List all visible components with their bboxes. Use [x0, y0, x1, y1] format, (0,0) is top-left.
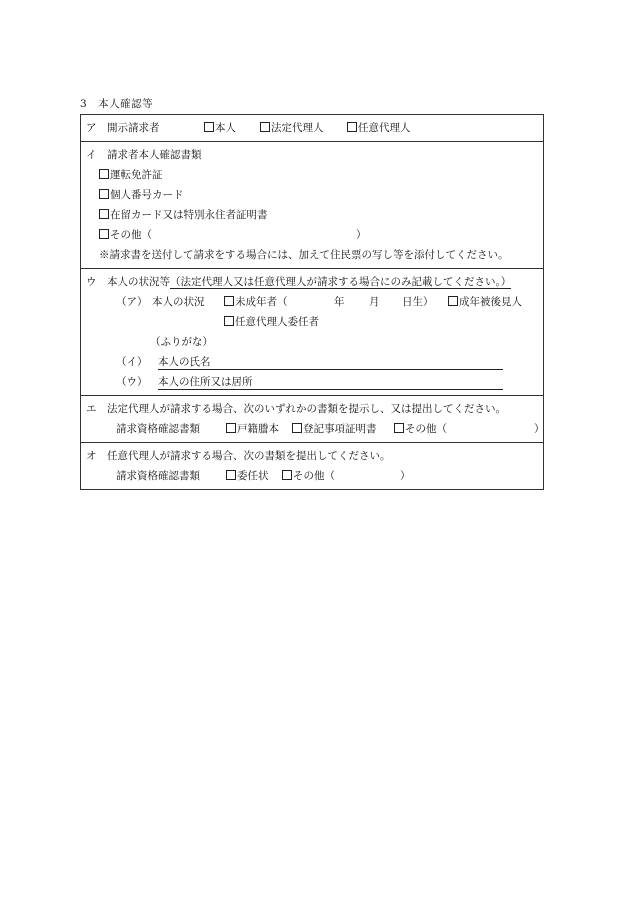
checkbox-icon[interactable] [226, 470, 236, 480]
id-documents-section [81, 141, 543, 268]
option-self[interactable]: 本人 [204, 118, 236, 138]
checkbox-icon[interactable] [226, 423, 236, 433]
checkbox-icon[interactable] [99, 209, 109, 219]
voluntary-agent-docs-label: オ 任意代理人が請求する場合、次の書類を提出してください。 [86, 450, 391, 462]
option-adult-guardian[interactable]: 成年被後見人 [448, 292, 522, 312]
voluntary-agent-docs-row: 請求資格確認書類 委任状 その他（ ） [86, 466, 543, 486]
furigana-row: （ふりがな） [150, 336, 213, 348]
option-voluntary-agent[interactable]: 任意代理人 [347, 118, 411, 138]
principal-address-row: （ウ） 本人の住所又は居所 [86, 372, 543, 392]
option-other-id[interactable]: その他（ ） [86, 225, 543, 245]
checkbox-icon[interactable] [224, 296, 234, 306]
principal-name-field[interactable] [158, 369, 503, 370]
option-power-of-attorney[interactable]: 委任状 [226, 466, 269, 486]
legal-agent-docs-label: エ 法定代理人が請求する場合、次のいずれかの書類を提示し、又は提出してください。 [86, 403, 506, 415]
mail-request-note: ※請求書を送付して請求をする場合には、加えて住民票の写し等を添付してください。 [99, 249, 509, 261]
requester-label: ア 開示請求者 [86, 122, 160, 134]
option-other-legal[interactable]: その他（ [394, 419, 447, 439]
principal-status-note: （法定代理人又は任意代理人が請求する場合にのみ記載してください。） [170, 276, 512, 288]
checkbox-icon[interactable] [282, 470, 292, 480]
requester-section [81, 115, 543, 141]
option-other-voluntary[interactable]: その他（ [282, 466, 335, 486]
principal-status-title: ウ 本人の状況等（法定代理人又は任意代理人が請求する場合にのみ記載してください。） [86, 276, 512, 288]
checkbox-icon[interactable] [99, 169, 109, 179]
option-registry-certificate[interactable]: 登記事項証明書 [292, 419, 377, 439]
section-heading: 3 本人確認等 [80, 98, 154, 110]
legal-agent-docs-row: 請求資格確認書類 戸籍謄本 登記事項証明書 その他（ ） [86, 419, 543, 439]
principal-name-row: （イ） 本人の氏名 [86, 352, 543, 372]
option-family-register[interactable]: 戸籍謄本 [226, 419, 279, 439]
option-residence-card[interactable]: 在留カード又は特別永住者証明書 [86, 205, 543, 225]
checkbox-icon[interactable] [292, 423, 302, 433]
checkbox-icon[interactable] [204, 122, 214, 132]
checkbox-icon[interactable] [224, 316, 234, 326]
principal-status-section [81, 268, 543, 395]
option-legal-agent[interactable]: 法定代理人 [260, 118, 324, 138]
option-minor[interactable]: 未成年者（ [224, 292, 288, 312]
id-documents-label: イ 請求者本人確認書類 [86, 149, 202, 161]
checkbox-icon[interactable] [260, 122, 270, 132]
delegator-row [86, 312, 543, 332]
identity-verification-form [80, 114, 544, 490]
checkbox-icon[interactable] [448, 296, 458, 306]
principal-address-field[interactable] [158, 389, 503, 390]
requester-row [86, 118, 543, 138]
principal-status-row: （ア） 本人の状況 未成年者（ 年 月 日生） 成年被後見人 [86, 292, 543, 312]
checkbox-icon[interactable] [347, 122, 357, 132]
checkbox-icon[interactable] [99, 189, 109, 199]
voluntary-agent-docs-section [81, 442, 543, 489]
option-drivers-license[interactable]: 運転免許証 [86, 165, 543, 185]
legal-agent-docs-section [81, 395, 543, 442]
option-my-number-card[interactable]: 個人番号カード [86, 185, 543, 205]
option-delegator[interactable]: 任意代理人委任者 [224, 312, 319, 332]
checkbox-icon[interactable] [394, 423, 404, 433]
checkbox-icon[interactable] [99, 229, 109, 239]
